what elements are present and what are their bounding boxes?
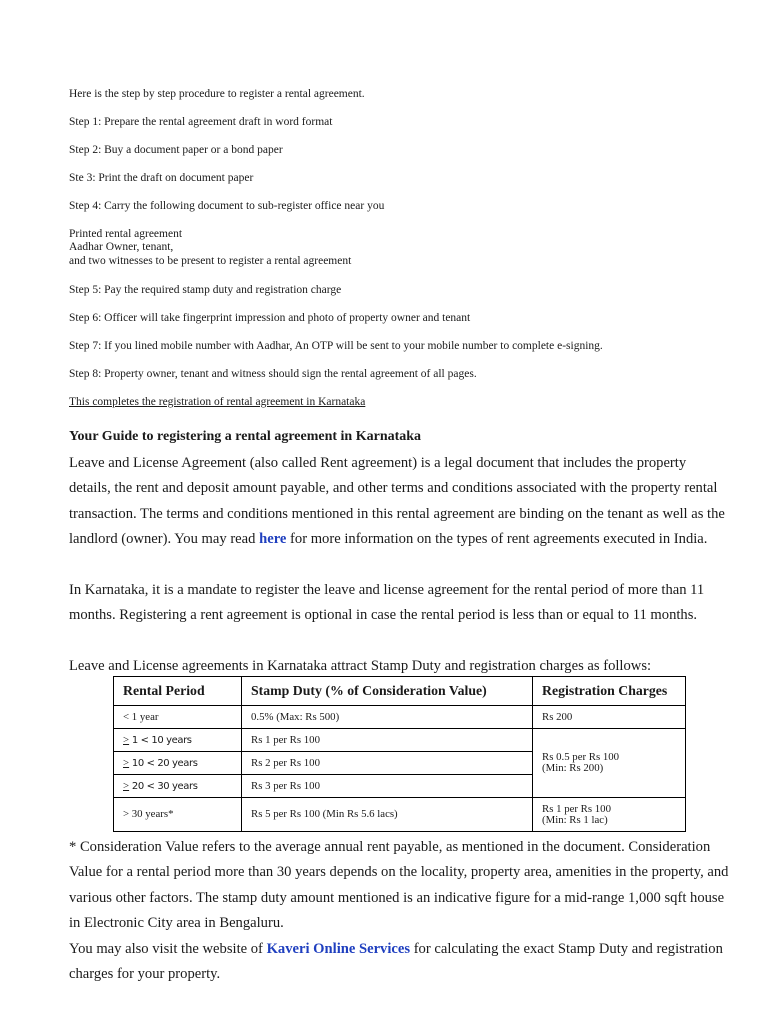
intro-text: Here is the step by step procedure to register a rental agreement. <box>69 88 365 100</box>
kaveri-paragraph-b: for calculating the exact Stamp Duty and registration charges for your property. <box>69 941 723 983</box>
guide-paragraph-1-b: for more information on the types of rent agreements executed in India. <box>286 531 708 548</box>
header-stamp-duty: Stamp Duty (% of Consideration Value) <box>242 677 533 706</box>
ge-symbol: > <box>123 779 130 792</box>
guide-paragraph-1 <box>69 451 731 553</box>
ge-symbol: > <box>123 733 130 746</box>
period-cell <box>114 752 242 775</box>
step-5: Step 5: Pay the required stamp duty and registration charge <box>69 284 342 296</box>
stamp-cell: Rs 5 per Rs 100 (Min Rs 5.6 lacs) <box>242 798 533 832</box>
period-text: 1 < 10 years <box>129 734 192 746</box>
step-2: Step 2: Buy a document paper or a bond paper <box>69 144 283 156</box>
table-header-row <box>114 677 686 706</box>
header-rental-period: Rental Period <box>114 677 242 706</box>
here-link[interactable]: here <box>259 531 287 548</box>
reg-cell: Rs 200 <box>533 706 686 729</box>
guide-paragraph-1-a: Leave and License Agreement (also called Rent agreement) is a legal document that includes the property details, the rent and deposit amount payable, and other terms and conditions associated with the property rental transaction. The terms and conditions mentioned in this rental agreement are binding on the tenant as well as the landlord (owner). You may read <box>69 455 725 548</box>
period-cell <box>114 729 242 752</box>
period-cell: < 1 year <box>114 706 242 729</box>
document-item-aadhar: Aadhar Owner, tenant, <box>69 241 174 253</box>
step-3: Ste 3: Print the draft on document paper <box>69 172 254 184</box>
charges-table <box>113 676 686 832</box>
step-8: Step 8: Property owner, tenant and witness should sign the rental agreement of all pages. <box>69 368 477 380</box>
kaveri-link[interactable]: Kaveri Online Services <box>266 941 411 957</box>
period-text: 20 < 30 years <box>129 780 198 792</box>
stamp-cell: Rs 3 per Rs 100 <box>242 775 533 798</box>
document-item-witnesses: and two witnesses to be present to register a rental agreement <box>69 255 352 267</box>
ge-symbol: > <box>123 756 130 769</box>
reg-line-1: Rs 1 per Rs 100 <box>542 802 611 815</box>
step-6: Step 6: Officer will take fingerprint impression and photo of property owner and tenant <box>69 312 471 324</box>
header-registration-charges: Registration Charges <box>533 677 686 706</box>
reg-line-2: (Min: Rs 1 lac) <box>542 813 608 826</box>
step-1: Step 1: Prepare the rental agreement draft in word format <box>69 116 333 128</box>
guide-paragraph-2: In Karnataka, it is a mandate to register the leave and license agreement for the rental period of more than 11 months. Registering a rent agreement is optional in case the rental period is less than or equal to 11 months. <box>69 582 705 624</box>
kaveri-paragraph <box>69 937 731 988</box>
table-row <box>114 798 686 832</box>
guide-heading: Your Guide to registering a rental agreement in Karnataka <box>69 429 422 444</box>
guide-paragraph-3: Leave and License agreements in Karnataka attract Stamp Duty and registration charges as follows: <box>69 658 652 674</box>
stamp-cell: 0.5% (Max: Rs 500) <box>242 706 533 729</box>
reg-merged-line-2: (Min: Rs 200) <box>542 762 604 774</box>
period-cell <box>114 775 242 798</box>
table-row <box>114 729 686 752</box>
document-item-printed: Printed rental agreement <box>69 228 183 240</box>
kaveri-paragraph-a: You may also visit the website of <box>69 941 267 957</box>
completion-note: This completes the registration of rental agreement in Karnataka <box>69 396 366 408</box>
reg-merged-line-1: Rs 0.5 per Rs 100 <box>542 751 620 763</box>
reg-cell-merged <box>533 729 686 798</box>
period-cell: > 30 years* <box>114 798 242 832</box>
period-text: 10 < 20 years <box>129 757 198 769</box>
reg-cell <box>533 798 686 832</box>
stamp-cell: Rs 2 per Rs 100 <box>242 752 533 775</box>
step-7: Step 7: If you lined mobile number with Aadhar, An OTP will be sent to your mobile number to complete e-signing. <box>69 340 603 352</box>
footnote-paragraph: * Consideration Value refers to the average annual rent payable, as mentioned in the document. Consideration Value for a rental period more than 30 years depends on the locality, property area, amenities in the property, and various other factors. The stamp duty amount mentioned is an indicative figure for a mid-range 1,000 sqft house in Electronic City area in Bengaluru. <box>69 839 729 932</box>
stamp-cell: Rs 1 per Rs 100 <box>242 729 533 752</box>
step-4: Step 4: Carry the following document to sub-register office near you <box>69 200 385 212</box>
table-row <box>114 706 686 729</box>
